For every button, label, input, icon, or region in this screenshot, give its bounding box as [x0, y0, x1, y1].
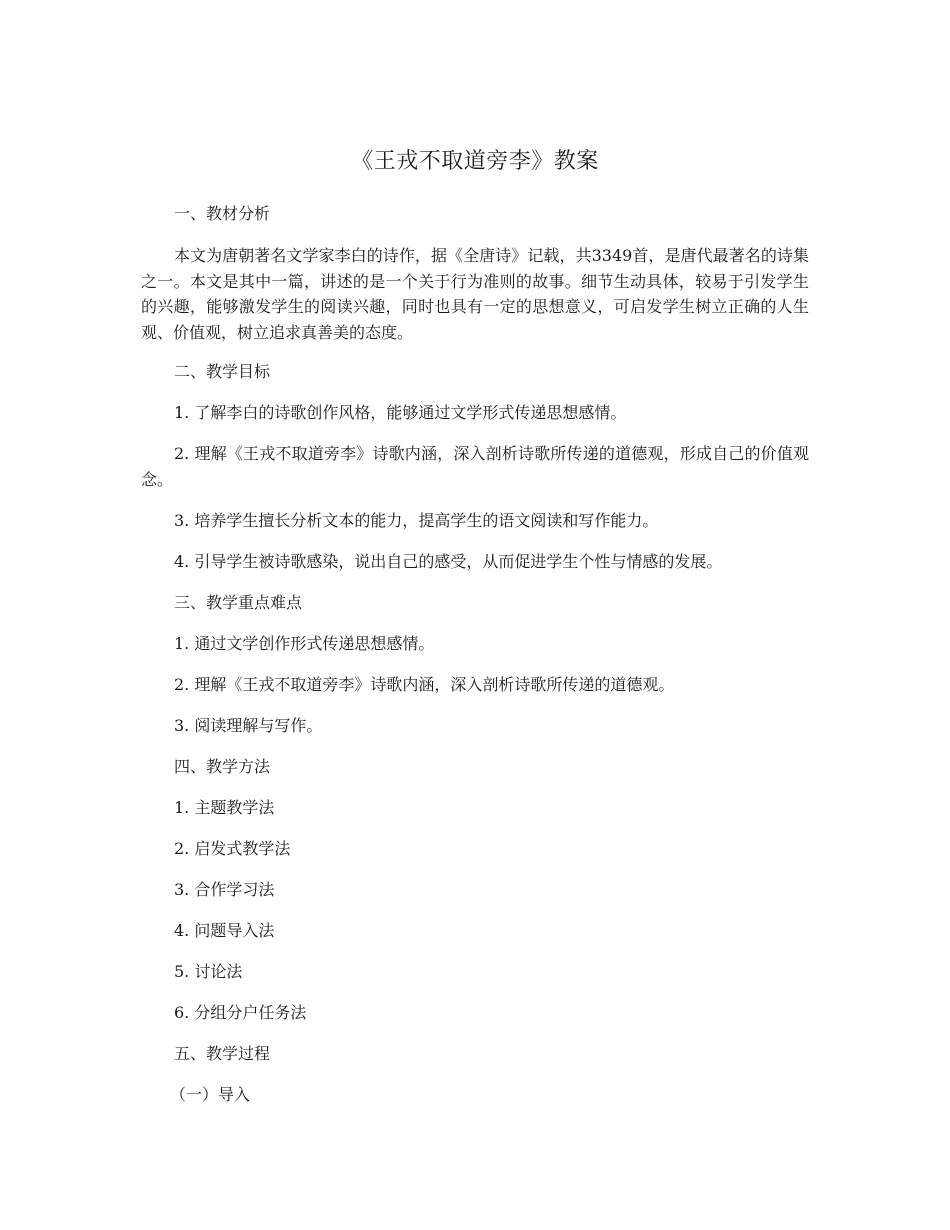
objective-item-3: 3. 培养学生擅长分析文本的能力，提高学生的语文阅读和写作能力。 [174, 511, 659, 530]
method-item-6: 6. 分组分户任务法 [174, 1003, 307, 1022]
keypoint-item-3: 3. 阅读理解与写作。 [174, 716, 323, 735]
section-heading-4: 四、教学方法 [174, 757, 271, 776]
objective-item-1: 1. 了解李白的诗歌创作风格，能够通过文学形式传递思想感情。 [174, 403, 627, 422]
method-item-4: 4. 问题导入法 [174, 921, 275, 940]
keypoint-item-2: 2. 理解《王戎不取道旁李》诗歌内涵，深入剖析诗歌所传递的道德观。 [174, 675, 675, 694]
section-heading-5: 五、教学过程 [174, 1044, 271, 1063]
section-1-paragraph: 本文为唐朝著名文学家李白的诗作，据《全唐诗》记载，共3349首，是唐代最著名的诗集之一。本文是其中一篇，讲述的是一个关于行为准则的故事。细节生动具体，较易于引发学生的兴趣，能够激发学生的阅读兴趣，同时也具有一定的思想意义，可启发学生树立正确的人生观、价值观，树立追求真善美的态度。 [141, 246, 809, 342]
method-item-3: 3. 合作学习法 [174, 880, 275, 899]
method-item-2: 2. 启发式教学法 [174, 839, 291, 858]
keypoint-item-1: 1. 通过文学创作形式传递思想感情。 [174, 634, 435, 653]
method-item-5: 5. 讨论法 [174, 962, 243, 981]
document-title: 《王戎不取道旁李》教案 [351, 149, 599, 174]
subsection-heading-intro: （一）导入 [170, 1085, 251, 1104]
section-heading-2: 二、教学目标 [174, 362, 271, 381]
objective-item-2: 2. 理解《王戎不取道旁李》诗歌内涵，深入剖析诗歌所传递的道德观，形成自己的价值观念。 [141, 444, 809, 489]
objective-item-4: 4. 引导学生被诗歌感染，说出自己的感受，从而促进学生个性与情感的发展。 [174, 552, 723, 571]
section-heading-3: 三、教学重点难点 [174, 593, 303, 612]
method-item-1: 1. 主题教学法 [174, 798, 275, 817]
section-heading-1: 一、教材分析 [174, 204, 271, 223]
